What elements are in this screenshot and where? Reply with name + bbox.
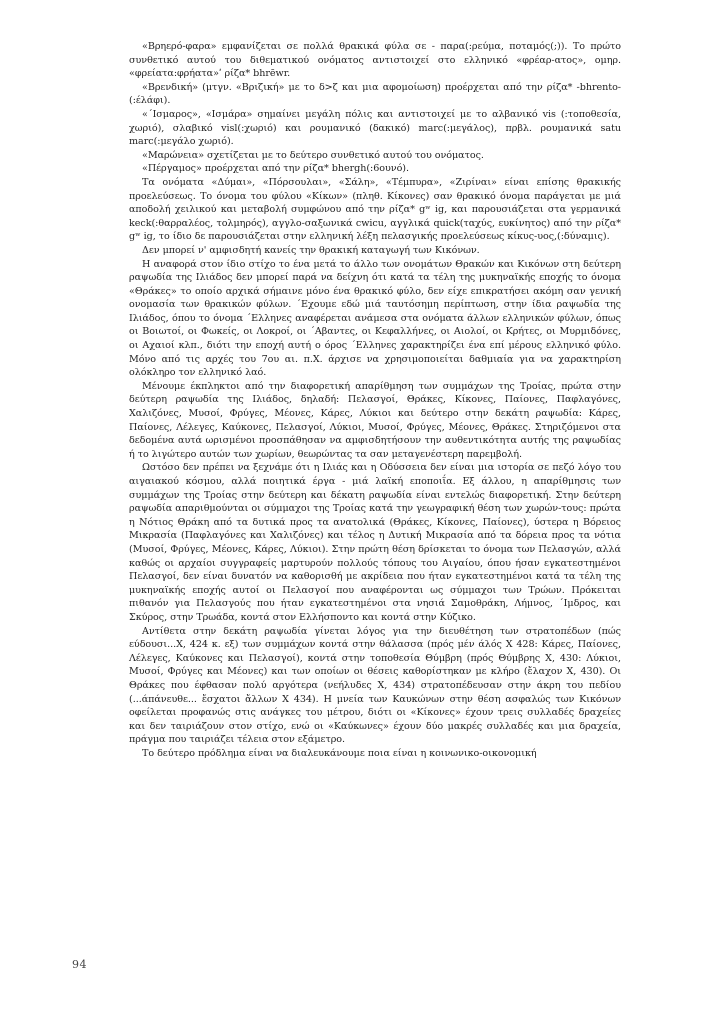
paragraph: Δεν μπορεί ν' αμφισδητή κανείς την θρακική καταγωγή των Κικόνων. [142, 244, 480, 256]
paragraph: Η αναφορά στον ίδιο στίχο το ένα μετά το άλλο των ονομάτων Θρακών και Κικόνων στη δεύτερη ραψωδία της Ιλιάδος δεν μπορεί παρά να δείχνη ότι κατά τα τέλη της μυκηναϊκής εποχής το όνομα «Θράκες» το οποίο αρχικά σήμαινε μόνο ένα θρακικό φύλο, δεν είχε επικρατήσει ακόμη σαν γενική ονομασία των θρακικών φύλων. ΄Εχουμε εδώ μιά ταυτόσημη περίπτωση, στην ίδια ραψωδία της Ιλιάδος, όπου το όνομα ΄Ελληνες αναφέρεται ανάμεσα στα ονόματα άλλων ελληνικών φύλων, όπως οι Βοιωτοί, οι Φωκείς, οι Λοκροί, οι ΄Αβαντες, οι Κεφαλλήνες, οι Αιολοί, οι Κρήτες, οι Μυρμιδόνες, οι Αχαιοί κλπ., διότι την εποχή αυτή ο όρος ΄Ελληνες χαρακτηρίζει ένα επί μέρους ελληνικό φύλο. Μόνο από τις αρχές του 7ου αι. π.Χ. άρχισε να χρησιμοποιείται δαθμιαία για να χαρακτηρίση ολόκληρο τον ελληνικό λαό. [129, 258, 621, 379]
paragraph: «Βρηερό-φαρα» εμφανίζεται σε πολλά θρακικά φύλα σε - παρα(:ρεύμα, ποταμός(;)). Το πρώτο συνθετικό αυτού του διθεματικού ονόματος αντιστοιχεί στο ελληνικό «φρέαρ-ατος», ομηρ. «φρείατα:φρήατα»ʹ ρίζα* bhrēwr. [129, 41, 621, 80]
page-body [129, 40, 621, 760]
paragraph: Αντίθετα στην δεκάτη ραψωδία γίνεται λόγος για την διευθέτηση των στρατοπέδων (πώς εύδουσι...Χ, 424 κ. εξ) των συμμάχων κοντά στην θάλασσα (πρός μέν άλός Χ 428: Κάρες, Παίονες, Λέλεγες, Καύκονες και Πελασγοί), κοντά στην τοποθεσία Θύμβρη (πρός Θύμβρης Χ, 430: Λύκιοι, Μυσοί, Φρύγες και Μέονες) και των οποίων οι θέσεις καθορίστηκαν με κλήρο (ἔλαχον Χ, 430). Οι Θράκες που έφθασαν πολύ αργότερα (νεήλυδες Χ, 434) στρατοπέδευσαν στην άκρη του πεδίου (...άπάνευθε... ἔσχατοι ἄλλων Χ 434). Η μνεία των Καυκώνων στην θέση ασφαλώς των Κικόνων οφείλεται προφανώς στις ανάγκες του μέτρου, διότι οι «Κίκονες» έχουν τρεις συλλαδές δραχείες και δεν ταιριάζουν στον στίχο, ενώ οι «Καύκωνες» έχουν δύο μακρές συλλαδές και μια δραχεία, πράγμα που ταιριάζει τέλεια στον εξάμετρο. [129, 625, 621, 746]
paragraph: «Πέργαμος» προέρχεται από την ρίζα* bhergh(:6ουνό). [142, 163, 409, 175]
page-number: 94 [72, 958, 87, 971]
paragraph: «Βρενδική» (μτγν. «Βριζική» με το δ>ζ και μια αφομοίωση) προέρχεται από την ρίζα* -bhrento- (:έλάφι). [129, 81, 621, 107]
paragraph: Το δεύτερο πρόδλημα είναι να διαλευκάνουμε ποια είναι η κοινωνικο-οικονομική [142, 747, 537, 759]
paragraph: «΄Ισμαρος», «Ισμάρα» σημαίνει μεγάλη πόλις και αντιστοιχεί με το αλβανικό vis (:τοποθεσία, χωριό), σλαβικό visl(:χωριό) και ρουμανικό (δακικό) marc(:μεγάλος), πρβλ. ρουμανικά satu marc(:μεγάλο χωριό). [129, 108, 621, 148]
paragraph: Τα ονόματα «Δύμαι», «Πόρσουλαι», «Σάλη», «Τέμπυρα», «Ζιρίναι» είναι επίσης θρακικής προελεύσεως. Το όνομα του φύλου «Κίκων» (πληθ. Κίκονες) σαν θρακικό όνομα παράγεται με μιά αποδολή χειλικού και μεταβολή συμφώνου από την ρίζα* gʷ ig, και παρουσιάζεται στα γερμανικά keck(:θαρραλέος, τολμηρός), αγγλο-σαξωνικά cwicu, αγγλικά quick(ταχύς, ευκίνητος) από την ρίζα* gʷ ig, το ίδιο δε παρουσιάζεται στην ελληνική λέξη πελασγικής προελεύσεως κίκυς-υος,(:δύναμις). [129, 176, 621, 243]
paragraph: Ωστόσο δεν πρέπει να ξεχνάμε ότι η Ιλιάς και η Οδύσσεια δεν είναι μια ιστορία σε πεζό λόγο του αιγαιακού κόσμου, αλλά ποιητικά έργα - μιά λαϊκή εποποιΐα. Εξ άλλου, η απαρίθμησις των συμμάχων της Τροίας στην δεύτερη και δέκατη ραψωδία είναι εντελώς διαφορετική. Στην δεύτερη ραψωδία απαριθμούνται οι σύμμαχοι της Τροίας κατά την γεωγραφική θέση των χωρών-τους: πρώτα η Νότιος Θράκη από τα δυτικά προς τα ανατολικά (Θράκες, Κίκονες, Παίονες), ύστερα η Βόρειος Μικρασία (Παφλαγόνες και Χαλιζόνες) και τέλος η Δυτική Μικρασία από τα δόρεια προς τα νότια (Μυσοί, Φρύγες, Μέονες, Κάρες, Λύκιοι). Στην πρώτη θέση δρίσκεται το όνομα των Πελασγών, αλλά καθώς οι αρχαίοι συγγραφείς μαρτυρούν πολλούς τόπους του Αιγαίου, όπου ήσαν εγκατεστημένοι Πελασγοί, δεν είναι δυνατόν να καθορισθή με ακρίδεια που ήταν εγκατεστημένοι κατά τα τέλη της μυκηναϊκής εποχής αυτοί οι Πελασγοί που αναφέρονται ως σύμμαχοι των Τρώων. Πρόκειται πιθανόν για Πελασγούς που ήταν εγκατεστημένοι στα νησιά Σαμοθράκη, Λήμνος, ΄Ιμδρος, και Σκύρος, στην Τρωάδα, κοντά στον Ελλήσποντο και κοντά στην Κύζικο. [129, 462, 621, 623]
paragraph: «Μαρώνεια» σχετίζεται με το δεύτερο συνθετικό αυτού του ονόματος. [142, 149, 484, 161]
paragraph: Μένουμε έκπληκτοι από την διαφορετική απαρίθμηση των συμμάχων της Τροίας, πρώτα στην δεύτερη ραψωδία της Ιλιάδος, δηλαδή: Πελασγοί, Θράκες, Κίκονες, Παίονες, Παφλαγόνες, Χαλιζόνες, Μυσοί, Φρύγες, Μέονες, Κάρες, Λύκιοι και δεύτερο στην δεκάτη ραψωδία: Κάρες, Παίονες, Λέλεγες, Καύκονες, Πελασγοί, Λύκιοι, Μυσοί, Φρύγες, Μέονες, Θράκες. Στηριζόμενοι στα δεδομένα αυτά ωρισμένοι προσπάθησαν να αμφισδητήσουν την αυθεντικότητα αυτής της ραψωδίας ή το λιγώτερο αυτών των χωρίων, θεωρώντας τα σαν μεταγενέστερη παρεμβολή. [129, 380, 621, 460]
